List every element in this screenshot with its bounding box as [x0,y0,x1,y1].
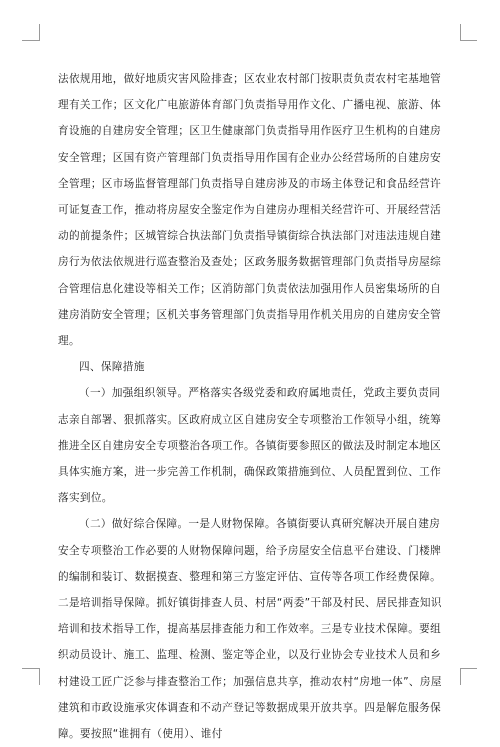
crop-mark-top-right-horizontal [460,40,477,41]
paragraph-department-responsibilities: 法依规用地，做好地质灾害风险排查；区农业农村部门按职责负责农村宅基地管理有关工作；区文化广电旅游体育部门负责指导用作文化、广播电视、旅游、体育设施的自建房安全管理；区卫生健康部门负责指导用作医疗卫生机构的自建房安全管理；区国有资产管理部门负责指导用作国有企业办公经营场所的自建房安全管理；区市场监督管理部门负责指导自建房涉及的市场主体登记和食品经营许可证复查工作，推动将房屋安全鉴定作为自建房办理相关经营许可、开展经营活动的前提条件；区城管综合执法部门负责指导镇街综合执法部门对违法违规自建房行为依法依规进行巡查整治及查处；区政务服务数据管理部门负责指导房屋综合管理信息化建设等相关工作；区消防部门负责依法加强用作人员密集场所的自建房消防安全管理；区机关事务管理部门负责指导用作机关用房的自建房安全管理。 [58,73,442,348]
paragraph-comprehensive-support: （二）做好综合保障。一是人财物保障。各镇街要认真研究解决开展自建房安全专项整治工作必要的人财物保障问题，给予房屋安全信息平台建设、门楼牌的编制和装订、数据摸查、整理和第三方鉴定评估、宣传等各项工作经费保障。二是培训指导保障。抓好镇街排查人员、村居“两委”干部及村民、居民排查知识培训和技术指导工作，提高基层排查能力和工作效率。三是专业技术保障。要组织动员设计、施工、监理、检测、鉴定等企业，以及行业协会专业技术人员和乡村建设工匠广泛参与排查整治工作；加强信息共享，推动农村“房地一体”、房屋建筑和市政设施承灾体调查和不动产登记等数据成果开放共享。四是解危服务保障。要按照“谁拥有（使用）、谁付 [58,518,442,741]
crop-mark-top-left-vertical [39,24,40,41]
crop-mark-bottom-left-vertical [39,668,40,685]
document-body [58,66,442,747]
crop-mark-bottom-right-vertical [460,668,461,685]
crop-mark-top-left-horizontal [22,40,39,41]
crop-mark-bottom-left-horizontal [22,668,39,669]
crop-mark-bottom-right-horizontal [460,668,477,669]
section-heading-safeguards: 四、保障措施 [79,361,145,374]
paragraph-organizational-leadership: （一）加强组织领导。严格落实各级党委和政府属地责任，党政主要负责同志亲自部署、狠抓落实。区政府成立区自建房安全专项整治工作领导小组，统筹推进全区自建房安全专项整治各项工作。各镇街要参照区的做法及时制定本地区具体实施方案，进一步完善工作机制，确保政策措施到位、人员配置到位、工作落实到位。 [58,387,442,505]
crop-mark-top-right-vertical [460,24,461,41]
